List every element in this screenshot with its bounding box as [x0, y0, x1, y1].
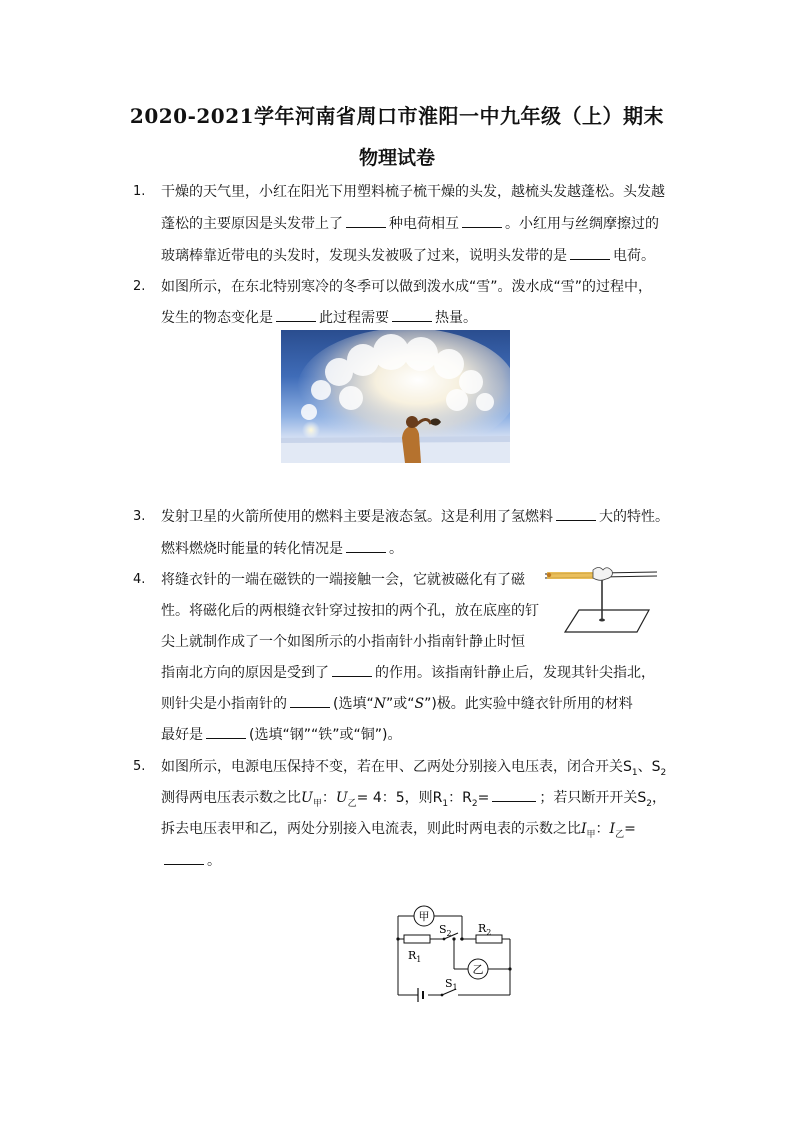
circuit-diagram — [392, 903, 516, 1005]
question-text — [161, 787, 666, 809]
question-text: 干燥的天气里，小红在阳光下用塑料梳子梳干燥的头发，越梳头发越蓬松。头发越 — [161, 184, 665, 200]
answer-blank[interactable] — [206, 726, 246, 739]
text-segment: 蓬松的主要原因是头发带上了 — [161, 216, 343, 232]
question-text: 尖上就制作成了一个如图所示的小指南针小指南针静止时恒 — [161, 634, 525, 650]
s2-label: $S_2$ — [439, 923, 452, 938]
question-text — [161, 724, 401, 744]
text-segment: 。小红用与丝绸摩擦过的 — [505, 216, 659, 232]
text-segment: 此过程需要 — [319, 310, 389, 326]
voltage-symbol: U — [301, 790, 313, 806]
voltage-symbol: U — [335, 790, 348, 806]
meter-a-label: 甲 — [418, 910, 430, 923]
subscript: 1 — [631, 767, 638, 778]
page-subtitle: 物理试卷 — [358, 147, 435, 169]
text-segment: 发射卫星的火箭所使用的燃料主要是液态氢。这是利用了氢燃料 — [161, 509, 553, 525]
question-text — [161, 245, 655, 265]
text-segment: 最好是 — [161, 727, 203, 743]
question-text — [161, 538, 403, 558]
question-text — [161, 756, 666, 778]
meter-b-label: 乙 — [472, 963, 484, 976]
answer-blank[interactable] — [164, 852, 204, 865]
r1-label: $R_1$ — [408, 949, 422, 964]
compass-figure — [541, 562, 659, 637]
s1-label: $S_1$ — [445, 977, 458, 992]
question-text: 如图所示，在东北特别寒冷的冬季可以做到泼水成“雪”。泼水成“雪”的过程中， — [161, 279, 653, 295]
question-text — [161, 693, 633, 713]
r2-label: $R_2$ — [478, 922, 492, 937]
question-text — [161, 662, 655, 682]
text-segment: ， — [651, 790, 666, 806]
text-segment: 则针尖是小指南针的 — [161, 696, 287, 712]
question-text — [161, 213, 659, 233]
question-text — [161, 506, 669, 526]
question-number: 4. — [133, 572, 146, 587]
subscript: 乙 — [347, 798, 357, 809]
text-segment: 拆去电压表甲和乙，两处分别接入电流表，则此时两电表的示数之比 — [161, 821, 581, 837]
subscript: 甲 — [312, 798, 322, 809]
text-segment: 玻璃棒靠近带电的头发时，发现头发被吸了过来，说明头发带的是 — [161, 248, 567, 264]
text-segment: ： — [321, 790, 336, 806]
text-segment: 、S — [637, 759, 661, 775]
answer-blank[interactable] — [290, 695, 330, 708]
subscript: 乙 — [615, 829, 625, 840]
answer-blank[interactable] — [332, 664, 372, 677]
text-segment: ”)极。此实验中缝衣针所用的材料 — [424, 696, 633, 712]
current-symbol: I — [581, 821, 587, 837]
question-number: 3. — [133, 509, 146, 524]
text-segment: 。 — [389, 541, 403, 557]
snow-throwing-photo — [281, 330, 510, 463]
text-segment: 热量。 — [435, 310, 477, 326]
text-segment: ”或“ — [385, 696, 415, 712]
answer-blank[interactable] — [346, 540, 386, 553]
text-segment: 如图所示，电源电压保持不变，若在甲、乙两处分别接入电压表，闭合开关S — [161, 759, 632, 775]
current-symbol: I — [609, 821, 616, 837]
answer-blank[interactable] — [492, 789, 536, 802]
question-text — [161, 850, 221, 870]
answer-blank[interactable] — [462, 215, 502, 228]
question-text — [161, 307, 477, 327]
answer-blank[interactable] — [556, 508, 596, 521]
text-segment: 种电荷相互 — [389, 216, 459, 232]
question-text: 性。将磁化后的两根缝衣针穿过按扣的两个孔，放在底座的钉 — [161, 603, 539, 619]
question-text — [161, 818, 636, 840]
subscript: 2 — [646, 798, 652, 809]
subscript: 2 — [471, 798, 478, 809]
subscript: 甲 — [586, 829, 596, 840]
text-segment: = — [477, 790, 490, 806]
text-segment: = 4：5，则R — [356, 790, 443, 806]
page-title: 2020-2021学年河南省周口市淮阳一中九年级（上）期末 — [129, 104, 665, 128]
answer-blank[interactable] — [570, 247, 610, 260]
text-segment: 电荷。 — [613, 248, 655, 264]
text-segment: ： — [595, 821, 610, 837]
question-text: 将缝衣针的一端在磁铁的一端接触一会，它就被磁化有了磁 — [161, 572, 525, 588]
text-segment: ；若只断开开关S — [539, 790, 647, 806]
text-segment: 。 — [207, 853, 221, 869]
text-segment: (选填“ — [333, 696, 374, 712]
question-number: 1. — [133, 184, 146, 199]
text-segment: = — [624, 821, 636, 837]
text-segment: 大的特性。 — [599, 509, 669, 525]
text-segment: 指南北方向的原因是受到了 — [161, 665, 329, 681]
text-segment: (选填“钢”“铁”或“铜”)。 — [249, 727, 402, 743]
text-segment: 的作用。该指南针静止后，发现其针尖指北， — [375, 665, 655, 681]
subscript: 1 — [442, 798, 449, 809]
question-number: 2. — [133, 279, 146, 294]
text-segment: ：R — [448, 790, 472, 806]
answer-blank[interactable] — [346, 215, 386, 228]
text-segment: 燃料燃烧时能量的转化情况是 — [161, 541, 343, 557]
subscript: 2 — [660, 767, 667, 778]
pole-n: N — [373, 696, 386, 712]
answer-blank[interactable] — [392, 309, 432, 322]
pole-s: S — [414, 696, 425, 712]
text-segment: 测得两电压表示数之比 — [161, 790, 301, 806]
answer-blank[interactable] — [276, 309, 316, 322]
text-segment: 发生的物态变化是 — [161, 310, 273, 326]
question-number: 5. — [133, 759, 146, 774]
